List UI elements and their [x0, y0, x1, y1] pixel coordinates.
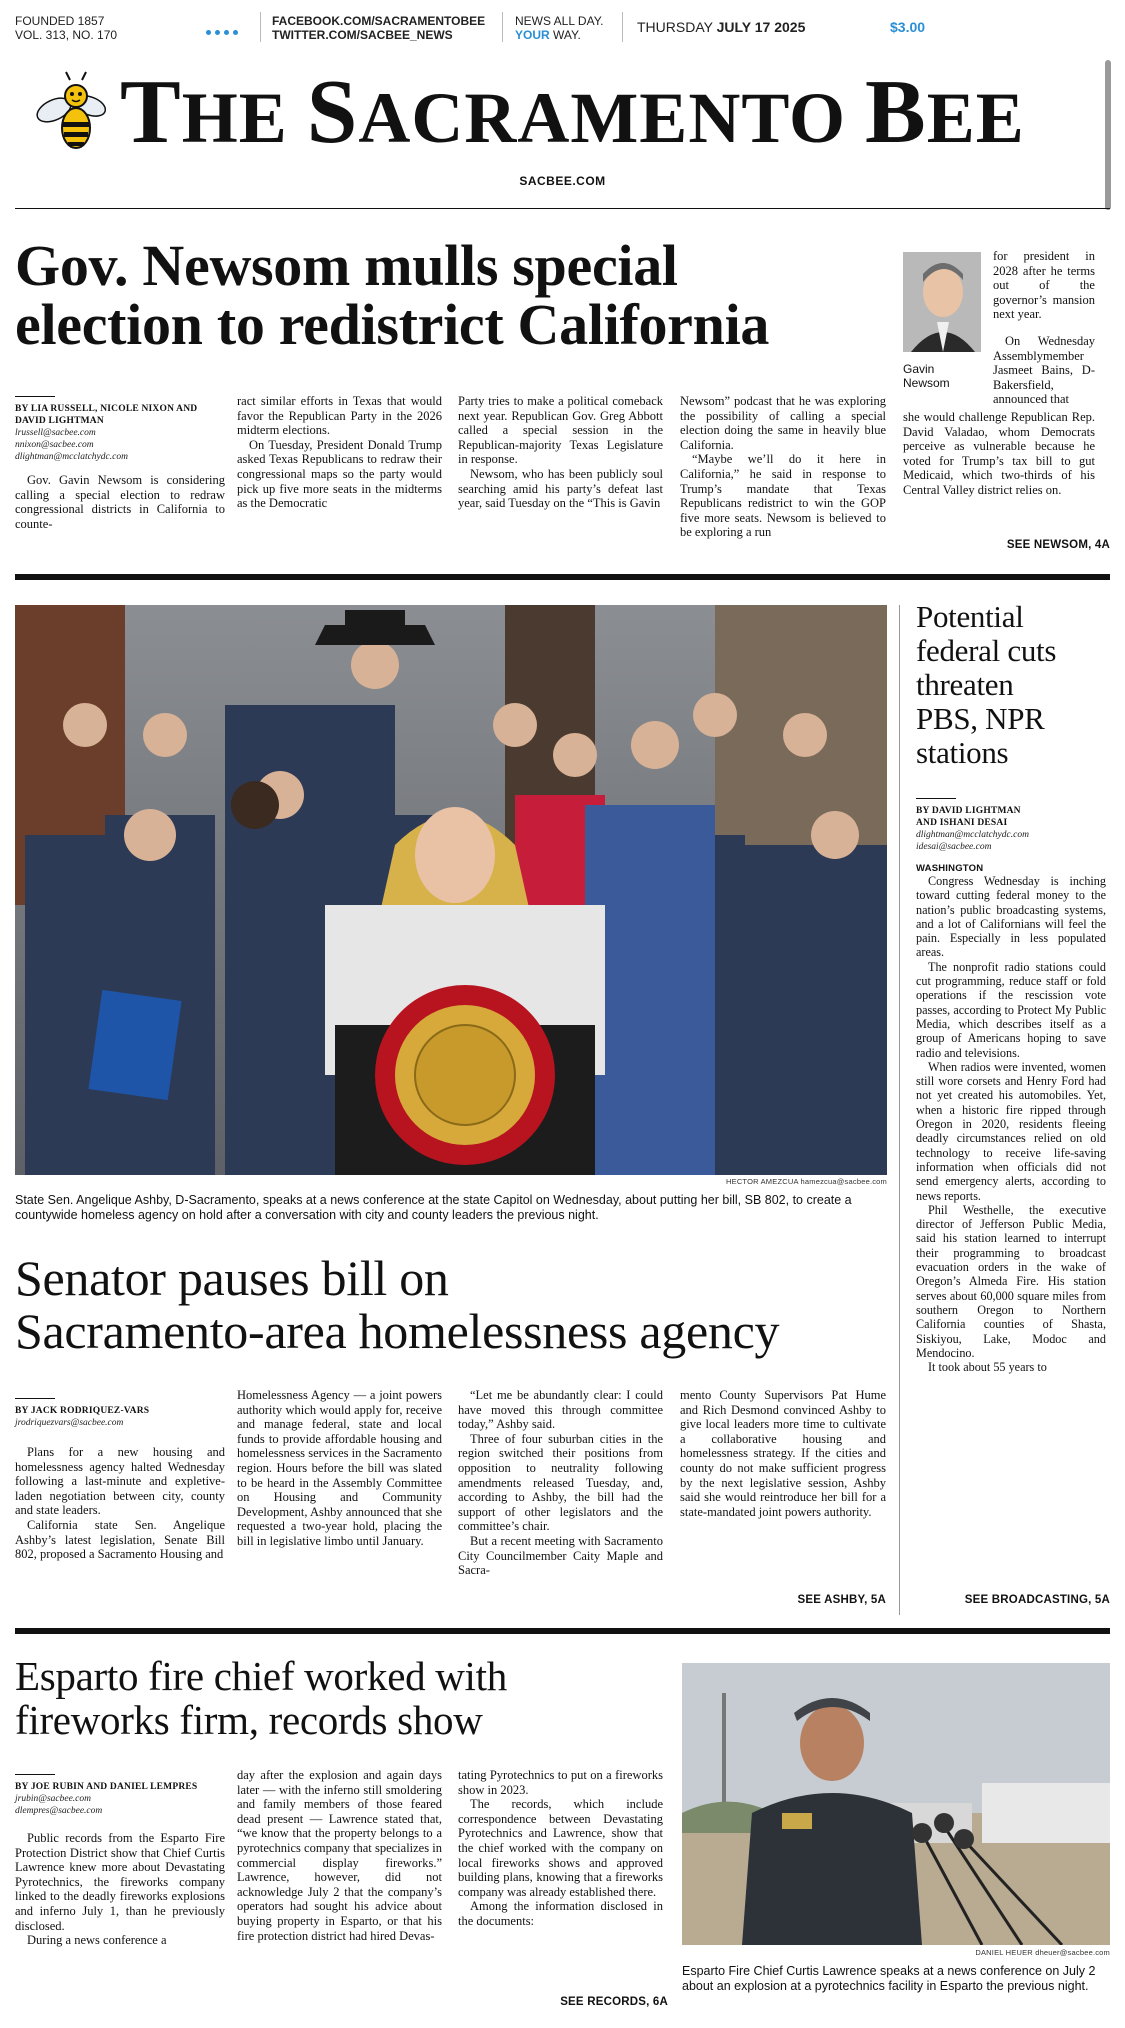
story1-col3-p2: Newsom, who has been publicly soul searching amid his party’s defeat last year, said Tuesday on the “This is Gavin: [458, 466, 663, 511]
story3-email2[interactable]: idesai@sacbee.com: [916, 842, 992, 852]
story3-p1: Congress Wednesday is inching toward cutting federal money to the nation’s public broadcasting systems, and a lot of Californians will feel the pain. Especially in less populated areas.: [916, 874, 1106, 960]
masthead-title: THE SACRAMENTO BEE: [120, 61, 1025, 162]
story3-p4: Phil Westhelle, the executive director of Jefferson Public Media, said his station learned to interrupt their programming to broadcast evacuation orders in the wake of Oregon’s Almeda Fire. His station serves about 60,000 square miles from southern Oregon to Northern California counties of Shasta, Siskiyou, Lake, Modoc and Mendocino.: [916, 1202, 1106, 1360]
story4-col3-p2: The records, which include correspondence between Devastating Pyrotechnics and Lawrence, show that the chief worked with the company on local fireworks shows and approved building plans, knowing that a fireworks company was already established there.: [458, 1797, 663, 1899]
story4-col3: [458, 1768, 663, 1929]
story4-headline-line1: Esparto fire chief worked with: [15, 1653, 507, 1699]
twitter-link[interactable]: TWITTER.COM/SACBEE_NEWS: [272, 28, 453, 42]
story3-headline-line4: PBS, NPR: [916, 701, 1045, 736]
tagline-line1: NEWS ALL DAY.: [515, 14, 604, 28]
edition-info: [15, 14, 117, 42]
story1-side-cont: [993, 334, 1095, 407]
issue-date-value: JULY 17 2025: [716, 19, 806, 35]
story1-side-top-text: for president in 2028 after he terms out of the governor’s mansion next year.: [993, 249, 1095, 322]
story1-col1-text: Gov. Gavin Newsom is considering calling a special election to redraw congressional districts in California to counte-: [15, 473, 225, 531]
story4-col2: [237, 1768, 442, 1943]
story1-col2: [237, 394, 442, 511]
site-url[interactable]: SACBEE.COM: [519, 174, 606, 188]
issue-day: THURSDAY: [637, 19, 717, 35]
story2-col2: [237, 1388, 442, 1549]
story1-email3[interactable]: dlightman@mcclatchydc.com: [15, 452, 128, 462]
story4-col2-text: day after the explosion and again days later — with the inferno still smoldering and family members of those feared dead present — Lawrence stated that, “we know that the property belongs to a pyrotechnics company that specializes in commercial display fireworks.” Lawrence, however, did not acknowledge July 2 that the company’s operators had sought his advice about buying property in Esparto, or that his fire protection district had hired Devas-: [237, 1768, 442, 1943]
newsom-mug-name-line2: Newsom: [903, 376, 950, 390]
story1-email2[interactable]: nnixon@sacbee.com: [15, 440, 94, 450]
story3-p3: When radios were invented, women still wore corsets and Henry Ford had not yet created his automobiles. Yet, when a historic fire ripped through Oregon in 2020, residents fleeing deadly circumstances relied on old technology to receive life-saving information when officials did not send emergency alerts, according to news reports.: [916, 1059, 1106, 1203]
story3-headline-line5: stations: [916, 735, 1009, 770]
esparto-chief-photo[interactable]: [682, 1663, 1110, 1945]
facebook-link[interactable]: FACEBOOK.COM/SACRAMENTOBEE: [272, 14, 486, 28]
story1-col4-p1: Newsom” podcast that he was exploring the possibility of calling a special election doing the same in heavily blue California.: [680, 394, 886, 452]
section-dots-icon: [206, 22, 242, 40]
story4-byline: BY JOE RUBIN AND DANIEL LEMPRES: [15, 1782, 198, 1792]
story4-col3-p1: tating Pyrotechnics to put on a fireworks show in 2023.: [458, 1768, 663, 1797]
story3-jump[interactable]: SEE BROADCASTING, 5A: [964, 1594, 1110, 1606]
story1-headline-line1: Gov. Newsom mulls special: [15, 233, 678, 298]
story1-col4: [680, 394, 886, 540]
newsom-mug-name-line1: Gavin: [903, 362, 935, 376]
story2-jump[interactable]: SEE ASHBY, 5A: [797, 1594, 886, 1606]
story4-jump[interactable]: SEE RECORDS, 6A: [560, 1996, 668, 2008]
story2-byline: BY JACK RODRIQUEZ-VARS: [15, 1406, 150, 1416]
story3-p2: The nonprofit radio stations could cut programming, reduce staff or fold operations if the rescission vote passes, according to Protect My Public Media, which describes itself as a group of Americans hoping to save radio and televisions.: [916, 959, 1106, 1060]
story2-headline[interactable]: [15, 1252, 895, 1357]
story3-byline-line2: AND ISHANI DESAI: [916, 818, 1008, 828]
founded-text: FOUNDED 1857: [15, 14, 105, 28]
story1-side-bottom: [903, 410, 1095, 498]
story4-col1: [15, 1774, 225, 1948]
bee-mascot-icon: [32, 70, 112, 155]
story3-dateline: WASHINGTON: [916, 863, 984, 874]
story1-col3: [458, 394, 663, 511]
story4-email1[interactable]: jrubin@sacbee.com: [15, 1794, 92, 1804]
story3-p5: It took about 55 years to: [928, 1360, 1047, 1375]
story1-email1[interactable]: lrussell@sacbee.com: [15, 428, 96, 438]
story3-headline-line2: federal cuts: [916, 633, 1057, 668]
story1-jump[interactable]: SEE NEWSOM, 4A: [1006, 539, 1110, 551]
story1-side-top: [993, 249, 1095, 322]
story1-byline-line1: BY LIA RUSSELL, NICOLE NIXON AND: [15, 404, 198, 414]
story2-col3-p3: But a recent meeting with Sacramento City Councilmember Caity Maple and Sacra-: [458, 1533, 663, 1578]
story1-headline[interactable]: [15, 233, 895, 358]
story4-col3-p3: Among the information disclosed in the documents:: [458, 1899, 663, 1928]
issue-date: [637, 20, 805, 34]
story4-headline-line2: fireworks firm, records show: [15, 1697, 483, 1743]
story2-col4: [680, 1388, 886, 1519]
story1-headline-line2: election to redistrict California: [15, 292, 770, 358]
story2-col3-p2: Three of four suburban cities in the region switched their positions from opposition to neutrality following amendments released Tuesday, and, according to Ashby, the bill had the support of other legislators and the committee’s chair.: [458, 1431, 663, 1534]
newsom-mugshot: [903, 252, 981, 352]
story3-email1[interactable]: dlightman@mcclatchydc.com: [916, 830, 1029, 840]
story3-byline-line1: BY DAVID LIGHTMAN: [916, 806, 1021, 816]
story2-col3-p1: “Let me be abundantly clear: I could have moved this through committee today,” Ashby said.: [458, 1388, 663, 1432]
photo1-credit: HECTOR AMEZCUA hamezcua@sacbee.com: [726, 1177, 887, 1186]
story2-col1: [15, 1398, 225, 1562]
story1-col2-p1: ract similar efforts in Texas that would favor the Republican Party in the 2026 midterm elections.: [237, 394, 442, 438]
story2-email[interactable]: jrodriquezvars@sacbee.com: [15, 1418, 124, 1428]
tagline-way: WAY.: [549, 28, 581, 42]
tagline-your: YOUR: [515, 28, 550, 42]
newsom-mug-name: [903, 362, 950, 390]
volume-text: VOL. 313, NO. 170: [15, 28, 118, 42]
story1-byline-line2: DAVID LIGHTMAN: [15, 416, 104, 426]
story1-col3-p1: Party tries to make a political comeback next year. Republican Gov. Greg Abbott called a special session in the Republican-majority Texas Legislature in response.: [458, 394, 663, 467]
story4-col1-p1: Public records from the Esparto Fire Protection District show that Chief Curtis Lawrence knew more about Devastating Pyrotechnics, the fireworks company linked to the deadly fireworks explosions and inferno July 1, than he previously disclosed.: [15, 1831, 225, 1933]
story3-body: [916, 798, 1106, 1374]
story4-email2[interactable]: dlempres@sacbee.com: [15, 1806, 103, 1816]
price: $3.00: [890, 19, 926, 35]
story2-headline-line2: Sacramento-area homelessness agency: [15, 1302, 780, 1359]
photo2-credit: DANIEL HEUER dheuer@sacbee.com: [975, 1948, 1110, 1957]
tagline-line2: [515, 28, 603, 42]
story2-col1-p2: California state Sen. Angelique Ashby’s latest legislation, Senate Bill 802, proposed a Sacramento Housing and: [15, 1517, 225, 1562]
photo1-caption: State Sen. Angelique Ashby, D-Sacramento, speaks at a news conference at the state Capitol on Wednesday, about putting her bill, SB 802, to create a countywide homeless agency on hold after a conversation with city and county leaders the previous night.: [15, 1193, 852, 1222]
story4-headline[interactable]: [15, 1654, 695, 1742]
tagline: [515, 14, 603, 42]
story2-col1-p1: Plans for a new housing and homelessness agency halted Wednesday following a last-minute and expletive-laden negotiation between city, county and state leaders.: [15, 1445, 225, 1518]
story3-headline-line1: Potential: [916, 599, 1024, 634]
story2-headline-line1: Senator pauses bill on: [15, 1250, 449, 1306]
story3-headline-line3: threaten: [916, 667, 1014, 702]
story2-col3: [458, 1388, 663, 1578]
story1-col4-p2: “Maybe we’ll do it here in California,” he said in response to Trump’s mandate that Texas Republicans redistrict to win the GOP five more seats. Newsom is believed to be exploring a run: [680, 452, 886, 540]
social-links: [272, 14, 485, 42]
story1-side-p2-a: On Wednesday Assemblymember Jasmeet Bains, D-Bakersfield, announced that: [993, 334, 1095, 407]
photo2-caption: Esparto Fire Chief Curtis Lawrence speaks at a news conference on July 2 about an explosion at a pyrotechnics facility in Esparto the previous night.: [682, 1964, 1096, 1993]
story4-col1-p2: During a news conference a: [27, 1933, 167, 1948]
story2-col4-text: mento County Supervisors Pat Hume and Rich Desmond convinced Ashby to give local leaders more time to cultivate a collaborative housing and homelessness strategy. If the cities and county do not make sufficient progress by the next legislative session, Ashby said she would reintroduce her bill for a state-mandated joint powers authority.: [680, 1388, 886, 1519]
story1-col2-p2: On Tuesday, President Donald Trump asked Texas Republicans to redraw their congressional maps so the party would pick up five more seats in the midterms as the Democratic: [237, 437, 442, 511]
story3-headline[interactable]: [916, 600, 1106, 770]
story1-side-p2-b: she would challenge Republican Rep. David Valadao, whom Democrats perceive as vulnerable because he voted for Trump’s tax bill to gut Medicaid, which two-thirds of his Central Valley district relies on.: [903, 410, 1095, 497]
story2-col2-text: Homelessness Agency — a joint powers authority which would apply for, receive and manage federal, state and local funds to provide affordable housing and homelessness services in the Sacramento region. Hours before the bill was slated to be heard in the Assembly Committee on Housing and Community Development, Ashby announced that she requested a two-year hold, placing the bill in legislative limbo until January.: [237, 1388, 442, 1548]
story1-col1: [15, 396, 225, 531]
ashby-press-photo[interactable]: [15, 605, 887, 1175]
